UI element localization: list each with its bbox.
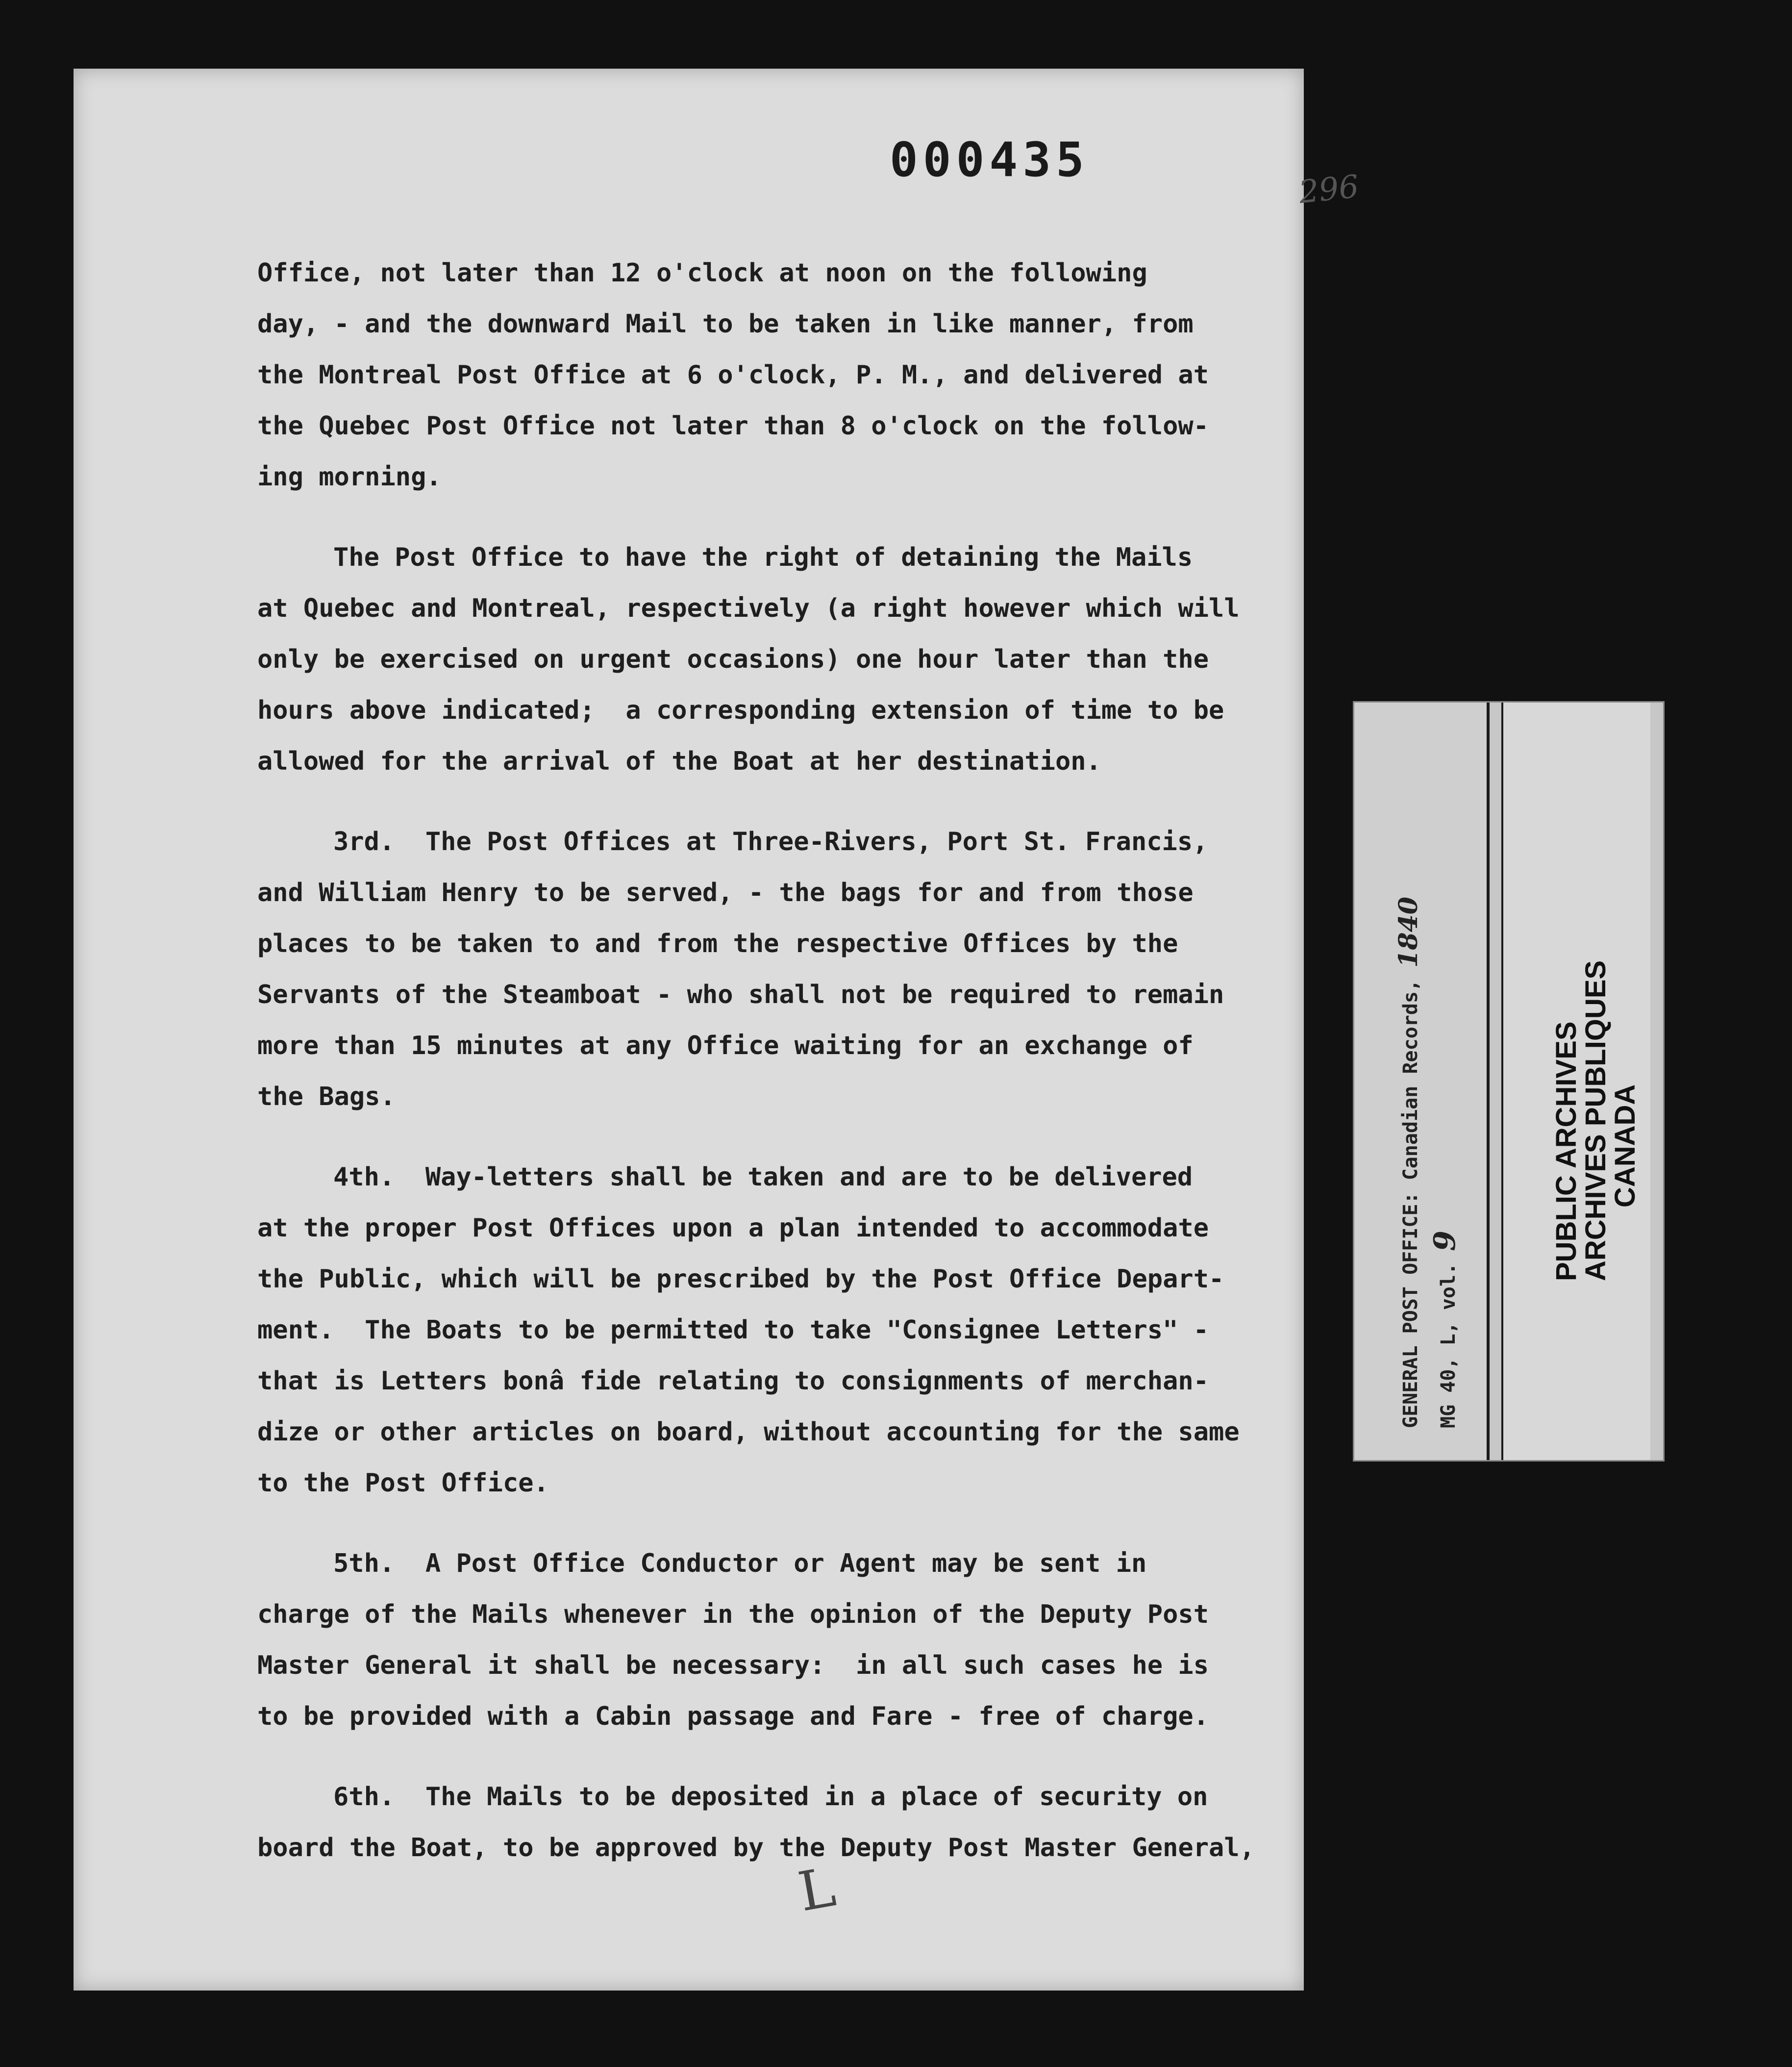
body-text: [257, 248, 1287, 1903]
handwritten-mark: L: [794, 1855, 840, 1924]
text-line: places to be taken to and from the respective Offices by the: [257, 929, 1178, 958]
text-line: to the Post Office.: [257, 1468, 549, 1498]
text-line: charge of the Mails whenever in the opinion of the Deputy Post: [257, 1600, 1209, 1629]
paragraph: [257, 248, 1287, 503]
archive-label: [1353, 701, 1665, 1462]
stamp-number: 000435: [890, 132, 1089, 187]
paragraph: [257, 532, 1287, 787]
record-year: 1840: [1394, 897, 1423, 968]
text-line: ment. The Boats to be permitted to take "Consignee Letters" -: [257, 1315, 1209, 1345]
label-record-panel: [1354, 703, 1490, 1460]
label-agency-panel: [1501, 703, 1650, 1460]
text-line: allowed for the arrival of the Boat at her destination.: [257, 747, 1101, 776]
agency-name-fr: ARCHIVES PUBLIQUES: [1580, 960, 1612, 1281]
agency-country: CANADA: [1609, 1084, 1641, 1208]
text-line: 3rd. The Post Offices at Three-Rivers, Port St. Francis,: [333, 827, 1208, 857]
text-line: The Post Office to have the right of detaining the Mails: [333, 543, 1193, 572]
text-line: Office, not later than 12 o'clock at noon on the following: [257, 258, 1147, 288]
record-title: GENERAL POST OFFICE: Canadian Records,: [1399, 979, 1422, 1428]
record-reference: MG 40, L, vol.: [1437, 1262, 1460, 1428]
text-line: the Quebec Post Office not later than 8 o'clock on the follow-: [257, 411, 1209, 441]
text-line: at the proper Post Offices upon a plan intended to accommodate: [257, 1213, 1209, 1243]
text-line: the Public, which will be prescribed by the Post Office Depart-: [257, 1264, 1224, 1294]
paragraph: [257, 1771, 1287, 1873]
text-line: 5th. A Post Office Conductor or Agent may be sent in: [333, 1549, 1147, 1578]
text-line: and William Henry to be served, - the bags for and from those: [257, 878, 1194, 907]
text-line: ing morning.: [257, 462, 442, 492]
record-reference-line: [1428, 1231, 1462, 1428]
text-line: to be provided with a Cabin passage and Fare - free of charge.: [257, 1702, 1209, 1731]
text-line: board the Boat, to be approved by the Deputy Post Master General,: [257, 1833, 1255, 1863]
text-line: more than 15 minutes at any Office waiting for an exchange of: [257, 1031, 1194, 1060]
text-line: Servants of the Steamboat - who shall not be required to remain: [257, 980, 1224, 1009]
record-title-line: [1394, 897, 1423, 1428]
text-line: Master General it shall be necessary: in all such cases he is: [257, 1651, 1209, 1680]
agency-name-en: PUBLIC ARCHIVES: [1550, 1021, 1582, 1281]
folio-number: 296: [1297, 168, 1361, 211]
paragraph: [257, 1538, 1287, 1742]
text-line: hours above indicated; a corresponding extension of time to be: [257, 696, 1224, 725]
text-line: 4th. Way-letters shall be taken and are to be delivered: [333, 1162, 1193, 1192]
text-line: only be exercised on urgent occasions) one hour later than the: [257, 645, 1209, 674]
text-line: dize or other articles on board, without accounting for the same: [257, 1417, 1240, 1447]
text-line: the Montreal Post Office at 6 o'clock, P. M., and delivered at: [257, 360, 1209, 390]
paragraph: [257, 1152, 1287, 1509]
text-line: day, - and the downward Mail to be taken in like manner, from: [257, 309, 1194, 339]
record-volume: 9: [1428, 1231, 1462, 1251]
text-line: 6th. The Mails to be deposited in a place of security on: [333, 1782, 1208, 1812]
paragraph: [257, 816, 1287, 1122]
text-line: at Quebec and Montreal, respectively (a right however which will: [257, 594, 1240, 623]
text-line: the Bags.: [257, 1082, 396, 1111]
text-line: that is Letters bonâ fide relating to consignments of merchan-: [257, 1366, 1209, 1396]
